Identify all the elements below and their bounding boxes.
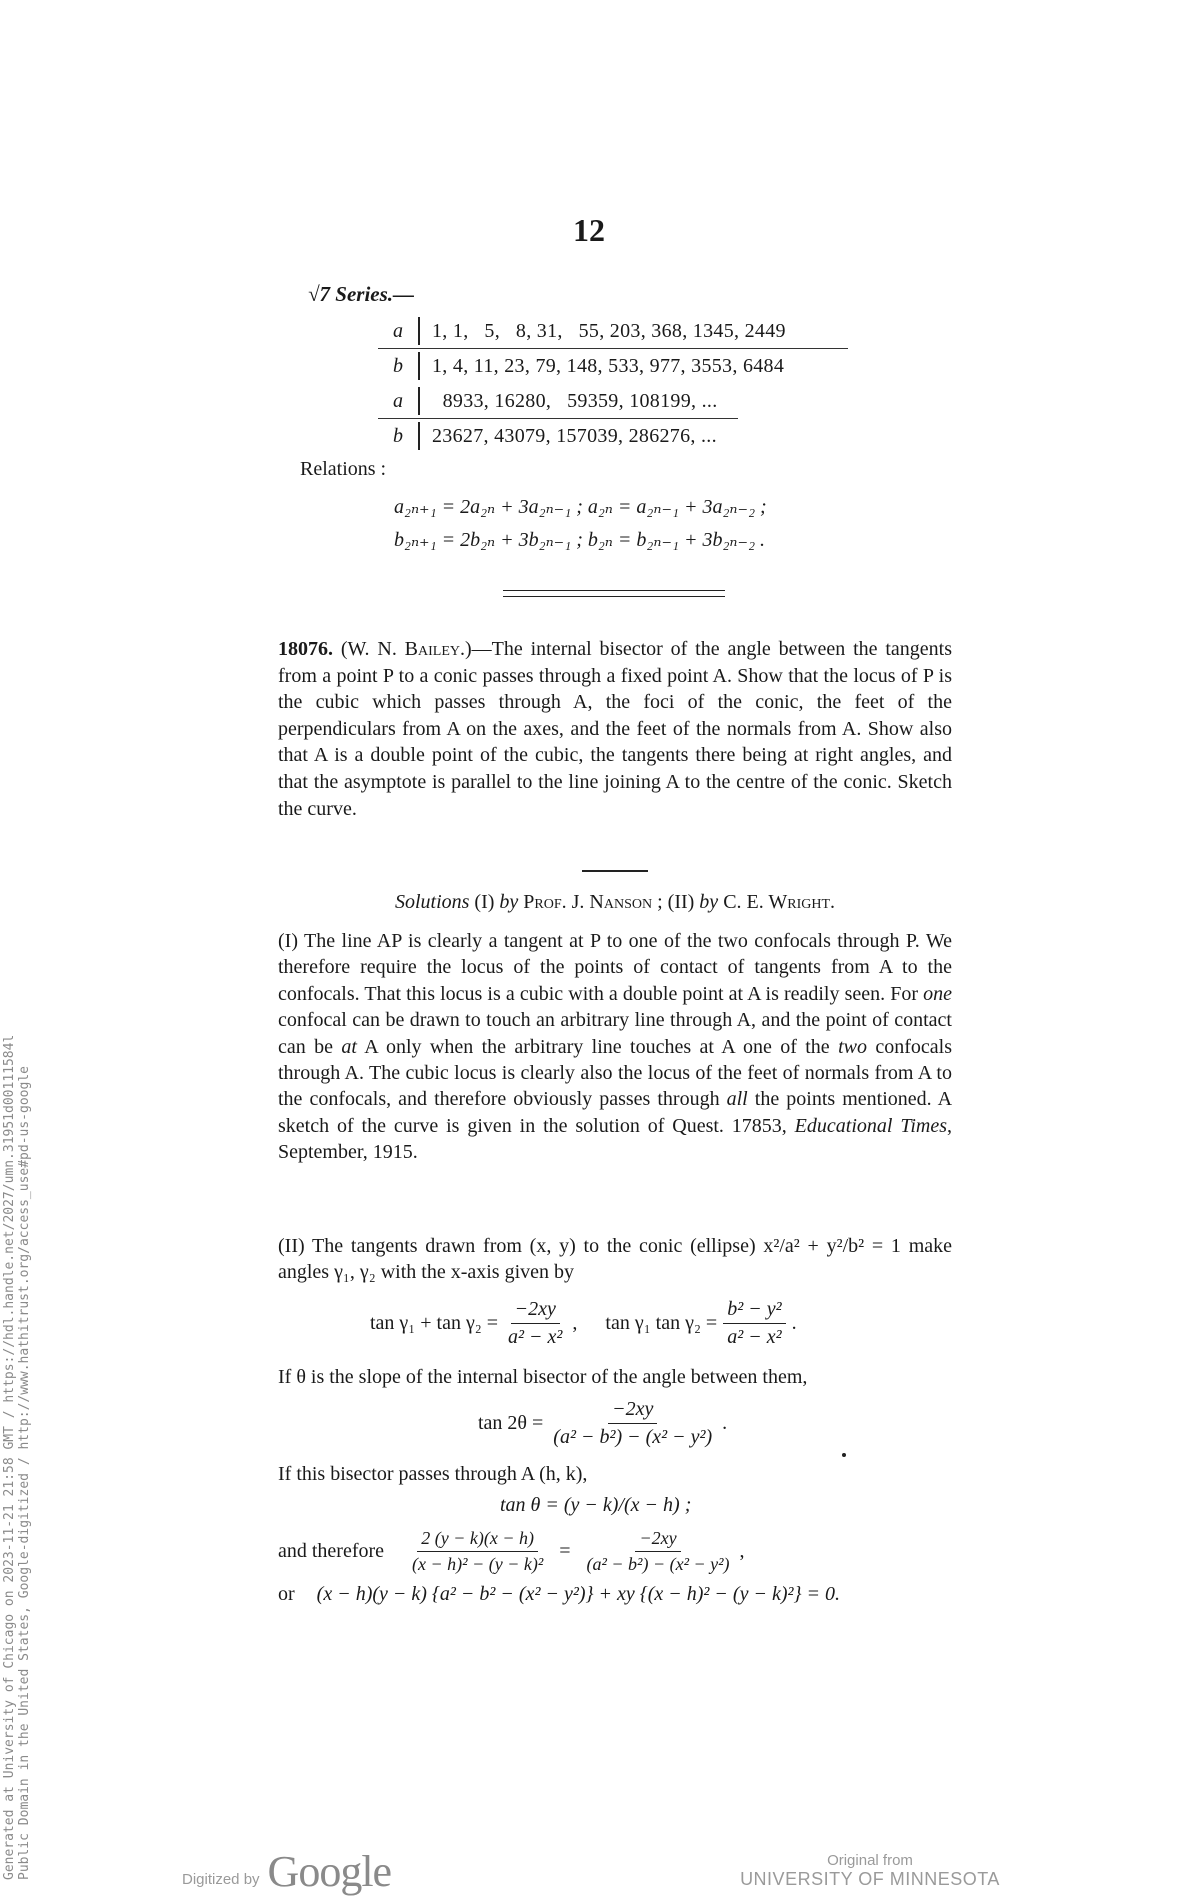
denominator: (x − h)² − (y − k)²: [412, 1554, 544, 1574]
emphasis: all: [726, 1088, 748, 1111]
equation-tangents: [370, 1298, 797, 1349]
digitized-by-label: Digitized by: [182, 1871, 260, 1888]
denominator: (a² − b²) − (x² − y²): [586, 1554, 730, 1574]
stray-dot: [842, 1453, 846, 1457]
series-row-label: b: [393, 424, 403, 447]
numerator: −2xy: [635, 1528, 680, 1552]
solver-name: Prof. J. Nanson ;: [523, 891, 663, 913]
equation-lhs: tan γ₁ tan γ₂ =: [605, 1312, 718, 1334]
series-row: [378, 419, 738, 453]
equation-body: (x − h)(y − k) {a² − b² − (x² − y²)} + xy {(x − h)² − (y − k)²} = 0.: [316, 1583, 840, 1605]
text-line-bisector: If this bisector passes through A (h, k),: [278, 1463, 588, 1485]
series-table-bottom: [378, 384, 738, 453]
equation-final: [278, 1583, 840, 1606]
text-run: , September, 1915.: [278, 1114, 952, 1164]
text-line-theta: If θ is the slope of the internal bisector of the angle between them,: [278, 1366, 808, 1388]
text-run: the points mentioned. A sketch of the curve is given in the solution of Quest. 17853,: [278, 1088, 953, 1137]
provenance-sidebar: [0, 1034, 32, 1890]
numerator: −2xy: [511, 1298, 560, 1324]
series-bar: [418, 352, 420, 380]
series-bar: [418, 422, 420, 450]
provenance-line: Generated at University of Chicago on 2023-11-21 21:58 GMT / https://hdl.handle.net/2027/umn.31951d00111584l: [2, 1034, 17, 1880]
problem-author: (W. N. Bailey.): [340, 638, 472, 660]
relations-label: Relations :: [300, 458, 387, 480]
solver-name: C. E. Wright.: [723, 891, 836, 913]
equation-lhs: tan 2θ =: [478, 1412, 544, 1434]
emphasis: two: [838, 1035, 867, 1058]
double-rule-divider: [503, 590, 725, 597]
text-run: confocal can be drawn to touch an arbitrary line through A, and the point of contact can be: [278, 1009, 952, 1058]
numerator: 2 (y − k)(x − h): [417, 1528, 538, 1552]
numerator: −2xy: [608, 1398, 657, 1424]
series-row-values: 23627, 43079, 157039, 286276, ...: [432, 424, 717, 447]
problem-number: 18076.: [278, 638, 333, 660]
by-word: by: [499, 891, 519, 913]
emphasis: at: [341, 1035, 357, 1058]
series-row-label: b: [393, 354, 403, 377]
equation-lhs: tan γ₁ + tan γ₂ =: [370, 1312, 499, 1334]
emphasis: one: [923, 982, 952, 1005]
denominator: (a² − b²) − (x² − y²): [553, 1426, 713, 1448]
fraction: [583, 1528, 734, 1575]
short-rule-divider: [582, 870, 648, 872]
relation-line-a: a₂ₙ₊₁ = 2a₂ₙ + 3a₂ₙ₋₁ ; a₂ₙ = a₂ₙ₋₁ + 3a₂ₙ₋₂ ;: [394, 496, 767, 518]
relation-line-b: b₂ₙ₊₁ = 2b₂ₙ + 3b₂ₙ₋₁ ; b₂ₙ = b₂ₙ₋₁ + 3b₂ₙ₋₂ .: [394, 529, 766, 551]
series-bar: [418, 387, 420, 415]
university-name: UNIVERSITY OF MINNESOTA: [740, 1869, 1000, 1889]
series-row-values: 8933, 16280, 59359, 108199, ...: [432, 389, 718, 412]
series-row-values: 1, 4, 11, 23, 79, 148, 533, 977, 3553, 6484: [432, 354, 785, 377]
lead-text: or: [278, 1583, 295, 1605]
original-from-label: Original from: [827, 1852, 913, 1869]
by-word: by: [699, 891, 719, 913]
page-number: 12: [573, 212, 605, 248]
numerator: b² − y²: [723, 1298, 785, 1324]
series-row-label: a: [393, 389, 403, 412]
fraction: [408, 1528, 547, 1575]
fraction: [504, 1298, 566, 1349]
denominator: a² − x²: [727, 1326, 782, 1348]
solutions-heading: [278, 891, 952, 914]
problem-text: —The internal bisector of the angle between the tangents from a point P to a conic passes through a fixed point A. Show that the locus of P is the cubic which passes through A, the foci of the conic, the feet of the perpendiculars from A on the axes, and the feet of the normals from A. Show also that A is a double point of the cubic, the tangents there being at right angles, and that the asymptote is parallel to the line joining A to the centre of the conic. Sketch the curve.: [278, 638, 953, 820]
text-run: confocals through A. The cubic locus is clearly also the locus of the feet of normals from A to the confocals, and therefore obviously passes through: [278, 1035, 952, 1111]
comma: ,: [739, 1540, 745, 1562]
digitized-by-google: [182, 1847, 392, 1896]
problem-statement: [278, 636, 952, 822]
denominator: a² − x²: [508, 1326, 563, 1348]
equation-therefore: [278, 1528, 745, 1575]
solution-paragraph-2: (II) The tangents drawn from (x, y) to the conic (ellipse) x²/a² + y²/b² = 1 make angles γ₁, γ₂ with the x-axis given by: [278, 1235, 952, 1284]
period: .: [722, 1412, 728, 1434]
series-row: [378, 314, 848, 348]
series-title: √7 Series.—: [308, 282, 415, 306]
solution-part-label: (II): [667, 891, 695, 913]
fraction: [549, 1398, 716, 1449]
lead-text: and therefore: [278, 1540, 385, 1562]
journal-title: Educational Times: [794, 1114, 947, 1137]
text-run: A only when the arbitrary line touches at A one of the: [356, 1035, 839, 1058]
series-row: [378, 349, 848, 383]
series-row: [378, 384, 738, 418]
equation-tan-theta: tan θ = (y − k)/(x − h) ;: [500, 1494, 692, 1516]
google-logo: Google: [267, 1847, 392, 1896]
provenance-line: Public Domain in the United States, Google-digitized / http://www.hathitrust.org/access_use#pd-us-google: [17, 1066, 32, 1880]
original-from-footer: [720, 1852, 1020, 1890]
separator: ,: [572, 1312, 578, 1334]
series-row-label: a: [393, 319, 403, 342]
series-row-values: 1, 1, 5, 8, 31, 55, 203, 368, 1345, 2449: [432, 319, 786, 342]
period: .: [791, 1312, 797, 1334]
fraction: [723, 1298, 785, 1349]
solution-paragraph-1: [278, 928, 952, 1166]
series-table-top: [378, 314, 848, 383]
provenance-text: [2, 1035, 32, 1880]
text-run: (I) The line AP is clearly a tangent at P to one of the two confocals through P. We therefore require the locus of the points of contact of tangents from A to the confocals. That this locus is a cubic with a double point at A is readily seen. For: [278, 930, 952, 1005]
series-bar: [418, 317, 420, 345]
solution-part-label: (I): [474, 891, 495, 913]
equation-tan-2theta: [478, 1398, 727, 1449]
solutions-word: Solutions: [394, 891, 470, 913]
equals-sign: =: [559, 1540, 571, 1562]
